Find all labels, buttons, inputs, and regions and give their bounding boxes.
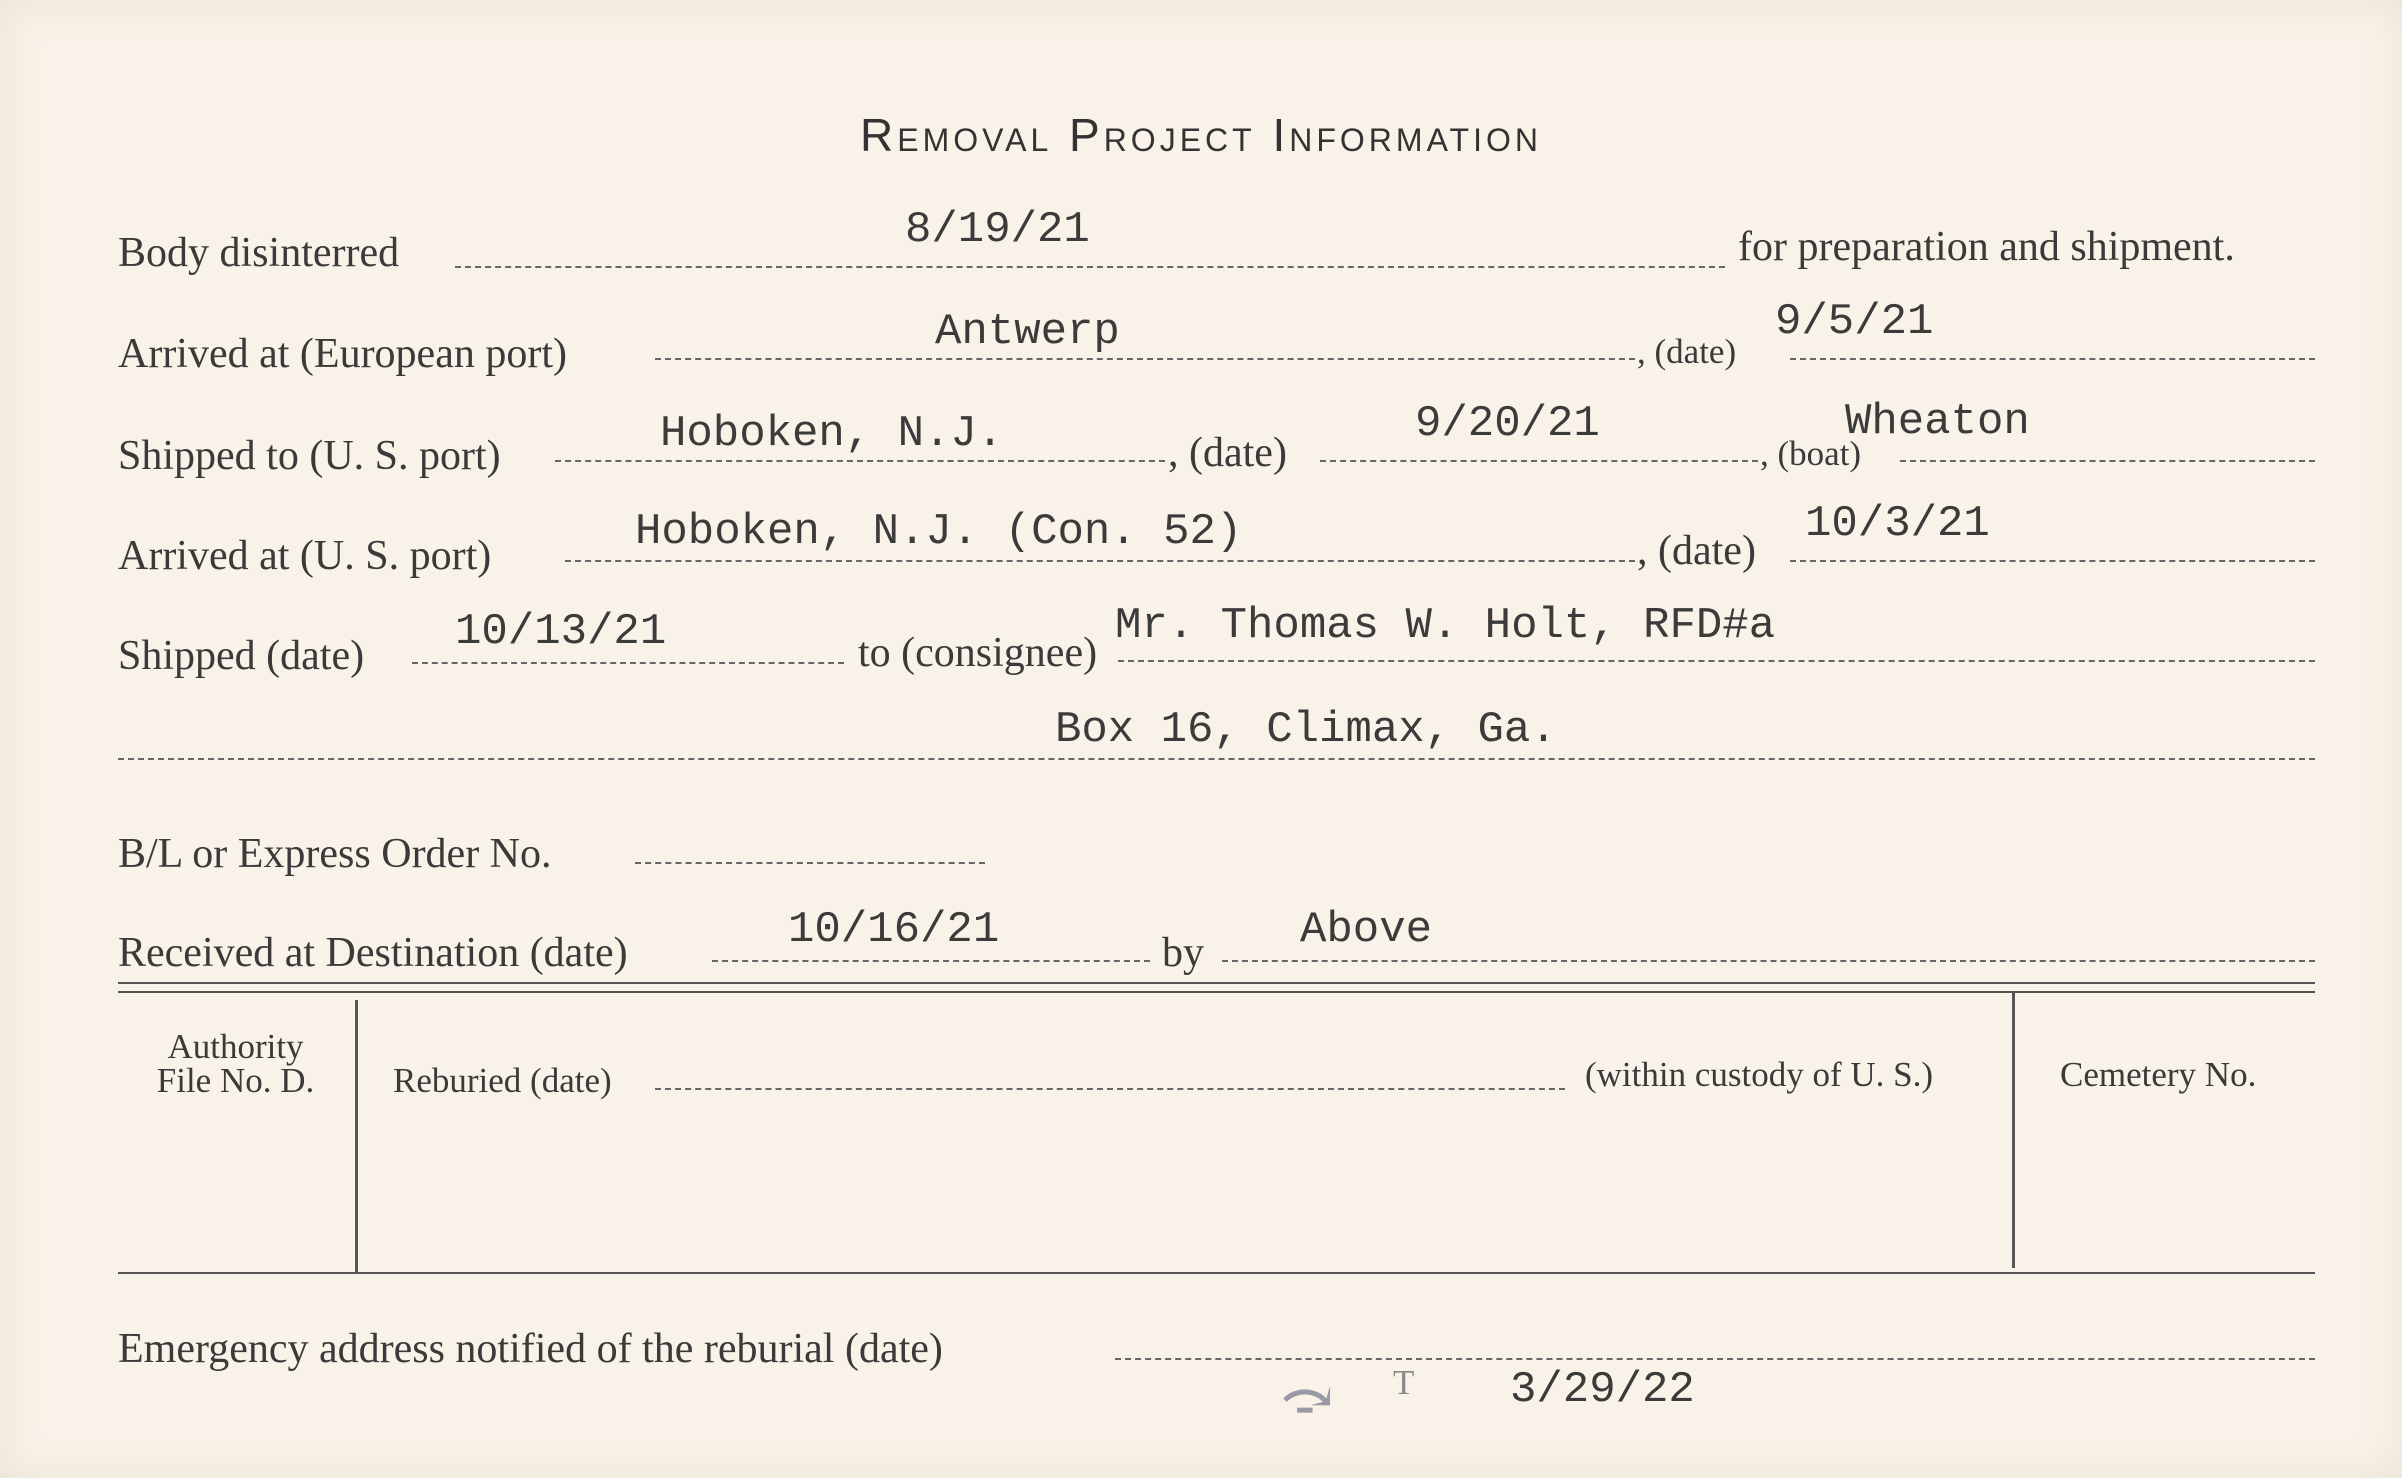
- disinterred-line: [455, 266, 1725, 268]
- received-label: Received at Destination (date): [118, 930, 628, 976]
- arrived-us-date-label: , (date): [1637, 528, 1756, 574]
- arrived-us-label: Arrived at (U. S. port): [118, 533, 492, 579]
- table-bottom-rule: [118, 1272, 2315, 1274]
- table-divider-right: [2012, 993, 2015, 1268]
- european-port-label: Arrived at (European port): [118, 331, 567, 377]
- disinterred-value: 8/19/21: [905, 205, 1090, 255]
- shipped-date-line: [412, 662, 844, 664]
- reburied-line: [655, 1088, 1565, 1090]
- consignee-value: Mr. Thomas W. Holt, RFD#a: [1115, 601, 1776, 651]
- disinterred-label: Body disinterred: [118, 230, 400, 276]
- arrived-us-date-value: 10/3/21: [1805, 499, 1990, 549]
- emergency-initials: T: [1393, 1363, 1415, 1402]
- arrived-us-date-line: [1790, 560, 2315, 562]
- european-port-line: [655, 358, 1635, 360]
- shipped-us-date-value: 9/20/21: [1415, 399, 1600, 449]
- received-date-line: [712, 960, 1150, 962]
- shipped-label: Shipped (date): [118, 633, 365, 679]
- shipped-us-value: Hoboken, N.J.: [660, 409, 1004, 459]
- arrived-us-value: Hoboken, N.J. (Con. 52): [635, 507, 1243, 557]
- card-title: Removal Project Information: [860, 109, 1542, 161]
- consignee-label: to (consignee): [858, 630, 1098, 676]
- bl-line: [635, 862, 985, 864]
- shipped-us-boat-label: , (boat): [1760, 434, 1862, 473]
- emergency-label: Emergency address notified of the reburial (date): [118, 1326, 943, 1372]
- disinterred-suffix: for preparation and shipment.: [1738, 224, 2235, 270]
- european-port-value: Antwerp: [935, 307, 1120, 357]
- received-date-value: 10/16/21: [788, 905, 1000, 955]
- handwritten-mark: ⤼: [1280, 1360, 1334, 1434]
- shipped-date-value: 10/13/21: [455, 607, 667, 657]
- shipped-us-boat-value: Wheaton: [1845, 397, 2030, 447]
- consignee-line: [1118, 660, 2315, 662]
- arrived-us-line: [565, 560, 1635, 562]
- custody-label: (within custody of U. S.): [1585, 1055, 1934, 1094]
- shipped-us-line: [555, 460, 1165, 462]
- received-by-value: Above: [1300, 905, 1433, 955]
- european-port-date-label: , (date): [1637, 332, 1737, 371]
- emergency-date-value: 3/29/22: [1510, 1365, 1695, 1415]
- shipped-us-date-label: , (date): [1168, 430, 1287, 476]
- authority-file-label: Authority File No. D.: [156, 1027, 315, 1101]
- table-top-rule-1: [118, 982, 2315, 984]
- address-line: [118, 758, 2315, 760]
- received-by-label: by: [1162, 930, 1204, 976]
- shipped-us-label: Shipped to (U. S. port): [118, 433, 501, 479]
- shipped-us-boat-line: [1900, 460, 2315, 462]
- european-port-date-line: [1790, 358, 2315, 360]
- european-port-date-value: 9/5/21: [1775, 297, 1934, 347]
- table-top-rule-2: [118, 991, 2315, 993]
- consignee-address: Box 16, Climax, Ga.: [1055, 705, 1557, 755]
- cemetery-label: Cemetery No.: [2060, 1055, 2257, 1094]
- reburied-label: Reburied (date): [393, 1061, 612, 1100]
- table-divider-left: [355, 1000, 358, 1272]
- received-by-line: [1222, 960, 2315, 962]
- bl-label: B/L or Express Order No.: [118, 831, 552, 877]
- shipped-us-date-line: [1320, 460, 1758, 462]
